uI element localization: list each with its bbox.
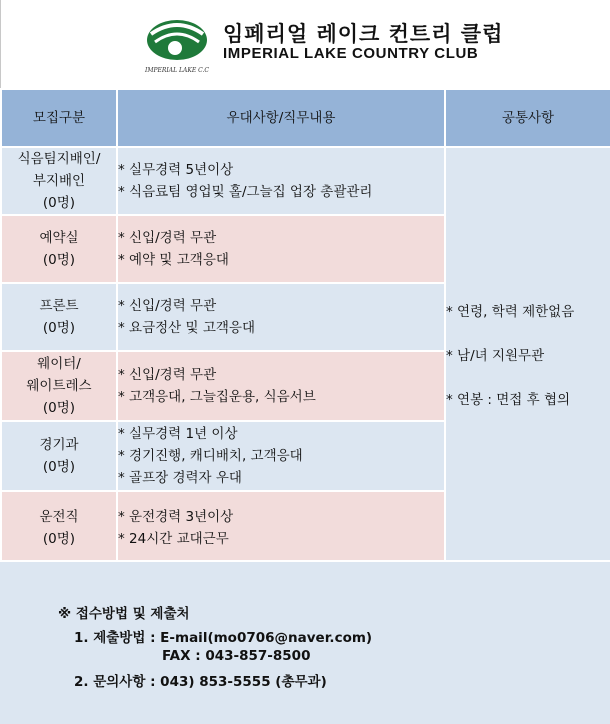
common-item: * 연봉 : 면접 후 협의: [446, 392, 571, 408]
submission-method: 1. 제출방법 : E-mail(mo0706@naver.com): [74, 630, 373, 646]
duties-cell: * 실무경력 1년 이상 * 경기진행, 캐디배치, 고객응대 * 골프장 경력자 우대: [117, 421, 445, 491]
page-header: [0, 0, 610, 88]
category-cell: 운전직 (0명): [1, 491, 117, 565]
inquiry-phone: 2. 문의사항 : 043) 853-5555 (총무과): [74, 674, 327, 690]
club-title-english: IMPERIAL LAKE COUNTRY CLUB: [223, 45, 479, 62]
duties-cell: * 신입/경력 무관 * 고객응대, 그늘집운용, 식음서브: [117, 351, 445, 421]
table-header-row: [1, 89, 610, 147]
column-header-category: 모집구분: [1, 89, 117, 147]
logo-text: IMPERIAL LAKE C.C: [144, 67, 210, 74]
application-info-title: ※ 접수방법 및 제출처: [58, 606, 190, 622]
club-logo-icon: [141, 14, 213, 78]
club-title-korean: 임페리얼 레이크 컨트리 클럽: [223, 22, 504, 46]
application-info: [0, 560, 610, 724]
common-requirements-cell: [445, 147, 610, 565]
duties-cell: * 신입/경력 무관 * 요금정산 및 고객응대: [117, 283, 445, 351]
table-row: [1, 147, 610, 215]
recruitment-table: [0, 88, 610, 566]
category-cell: 식음팀지배인/ 부지배인 (0명): [1, 147, 117, 215]
category-cell: 웨이터/ 웨이트레스 (0명): [1, 351, 117, 421]
column-header-duties: 우대사항/직무내용: [117, 89, 445, 147]
category-cell: 예약실 (0명): [1, 215, 117, 283]
duties-cell: * 신입/경력 무관 * 예약 및 고객응대: [117, 215, 445, 283]
duties-cell: * 운전경력 3년이상 * 24시간 교대근무: [117, 491, 445, 565]
category-cell: 프론트 (0명): [1, 283, 117, 351]
column-header-common: 공통사항: [445, 89, 610, 147]
category-cell: 경기과 (0명): [1, 421, 117, 491]
common-item: * 연령, 학력 제한없음: [446, 304, 575, 320]
common-item: * 남/녀 지원무관: [446, 348, 545, 364]
duties-cell: * 실무경력 5년이상 * 식음료팀 영업및 홀/그늘집 업장 총괄관리: [117, 147, 445, 215]
fax-number: FAX : 043-857-8500: [162, 648, 311, 664]
